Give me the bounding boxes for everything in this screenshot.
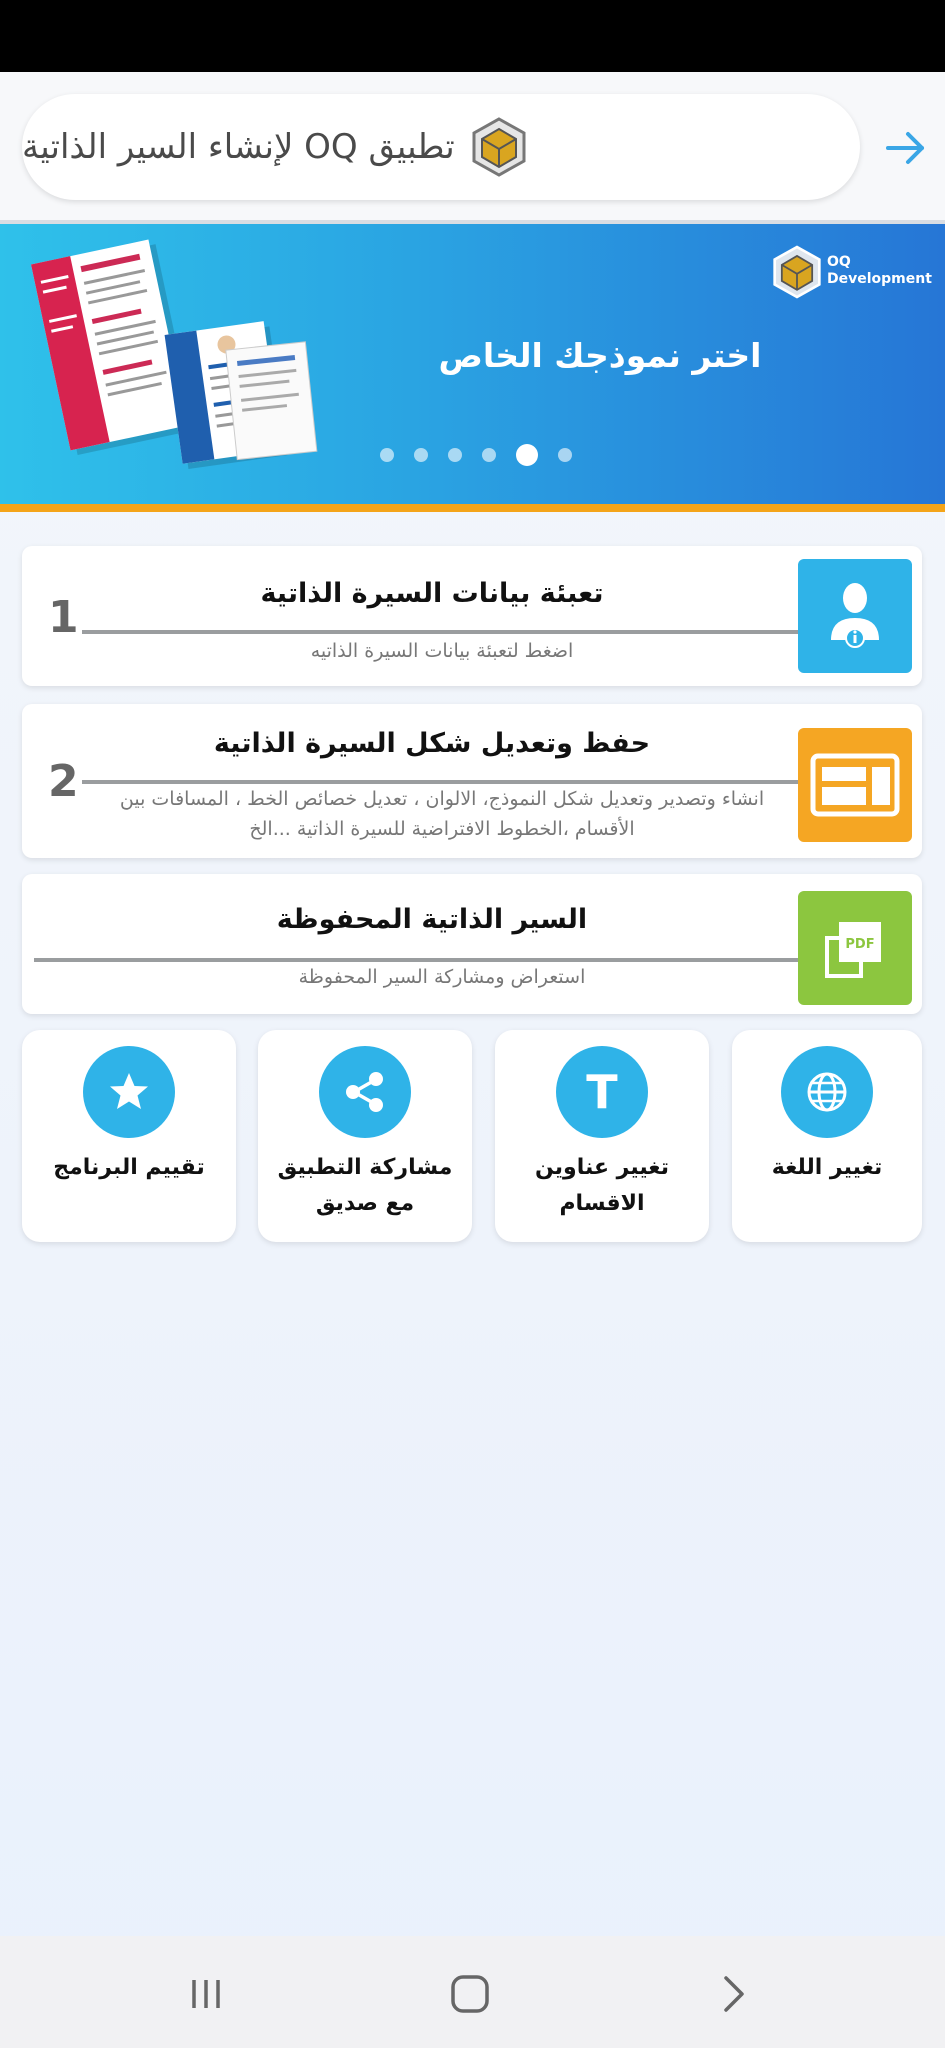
oq-development-logo <box>772 242 932 302</box>
recents-icon[interactable] <box>176 1966 236 2022</box>
carousel-dot[interactable] <box>558 448 572 462</box>
tile-label: تقييم البرنامج <box>53 1155 205 1180</box>
layout-icon <box>798 728 912 842</box>
status-bar <box>0 0 945 72</box>
svg-text:PDF: PDF <box>845 937 875 952</box>
card-subtitle-line: الأقسام ،الخطوط الافتراضية للسيرة الذاتية ...الخ <box>249 818 635 840</box>
card-subtitle: اضغط لتعبئة بيانات السيرة الذاتيه <box>310 640 574 662</box>
carousel-dot-active[interactable] <box>516 444 538 466</box>
carousel-dot[interactable] <box>482 448 496 462</box>
system-nav-bar <box>0 1936 945 2048</box>
step-number: 2 <box>48 756 79 807</box>
tile-label-line: مع صديق <box>315 1191 415 1216</box>
text-t-icon: T <box>556 1046 648 1138</box>
resume-preview-image <box>30 236 330 496</box>
banner-title: اختر نموذجك الخاص <box>438 336 762 375</box>
change-section-titles-tile[interactable] <box>495 1030 709 1242</box>
card-subtitle-line: انشاء وتصدير وتعديل شكل النموذج، الالوان ، تعديل خصائص الخط ، المسافات بين <box>119 788 765 810</box>
arrow-right-icon[interactable] <box>878 120 934 176</box>
pdf-icon <box>798 891 912 1005</box>
template-carousel[interactable] <box>0 224 945 512</box>
card-title: السير الذاتية المحفوظة <box>276 904 588 935</box>
card-title: حفظ وتعديل شكل السيرة الذاتية <box>213 728 651 759</box>
top-bar <box>0 72 945 224</box>
tile-label-line: مشاركة التطبيق <box>277 1155 453 1180</box>
logo-line-oq: OQ <box>827 254 851 270</box>
star-icon <box>83 1046 175 1138</box>
rate-app-tile[interactable] <box>22 1030 236 1242</box>
oq-cube-logo-icon <box>471 117 527 177</box>
step-number: 1 <box>48 592 79 643</box>
carousel-dots <box>380 444 572 466</box>
logo-line-development: Development <box>827 271 932 287</box>
home-icon[interactable] <box>440 1966 500 2022</box>
card-title: تعبئة بيانات السيرة الذاتية <box>260 578 604 609</box>
change-language-tile[interactable] <box>732 1030 922 1242</box>
tile-label: تغيير اللغة <box>771 1155 883 1180</box>
back-chevron-icon[interactable] <box>704 1966 764 2022</box>
divider <box>82 630 798 634</box>
card-subtitle: استعراض ومشاركة السير المحفوظة <box>298 966 586 988</box>
tile-label <box>501 1150 703 1222</box>
globe-icon <box>781 1046 873 1138</box>
carousel-dot[interactable] <box>414 448 428 462</box>
saved-resumes-card[interactable] <box>22 874 922 1014</box>
fill-resume-data-card[interactable] <box>22 546 922 686</box>
tile-label-line: تغيير عناوين <box>535 1155 669 1180</box>
app-title-box[interactable] <box>22 94 860 200</box>
share-app-tile[interactable] <box>258 1030 472 1242</box>
tile-label <box>264 1150 466 1222</box>
user-info-icon <box>798 559 912 673</box>
carousel-dot[interactable] <box>380 448 394 462</box>
carousel-dot[interactable] <box>448 448 462 462</box>
tile-label-line: الاقسام <box>559 1191 645 1216</box>
card-subtitle <box>92 784 792 844</box>
share-icon <box>319 1046 411 1138</box>
quick-actions <box>22 1030 922 1242</box>
edit-resume-design-card[interactable] <box>22 704 922 858</box>
app-title-text: تطبيق OQ لإنشاء السير الذاتية <box>22 127 455 167</box>
